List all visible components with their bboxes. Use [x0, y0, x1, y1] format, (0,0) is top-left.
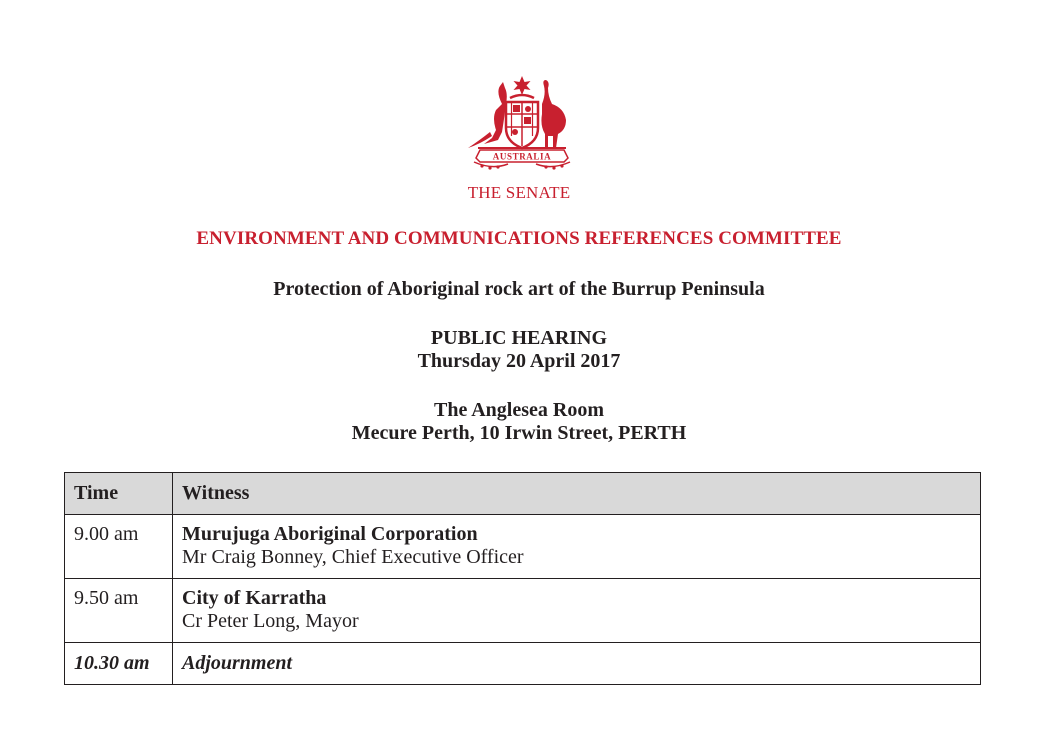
organisation-name: Murujuga Aboriginal Corporation	[182, 523, 478, 545]
inquiry-title: Protection of Aboriginal rock art of the Burrup Peninsula	[273, 278, 765, 300]
hearing-info	[0, 327, 1038, 373]
hearing-date: Thursday 20 April 2017	[417, 350, 621, 372]
witness-name: Mr Craig Bonney, Chief Executive Officer	[182, 546, 524, 568]
chamber-title: THE SENATE	[467, 183, 571, 202]
organisation-name: City of Karratha	[182, 587, 327, 609]
program-table	[64, 472, 981, 685]
column-header-time: Time	[65, 473, 173, 515]
coat-of-arms-icon	[462, 74, 582, 170]
table-row	[65, 515, 981, 579]
hearing-type: PUBLIC HEARING	[430, 327, 608, 349]
witness-name: Cr Peter Long, Mayor	[182, 610, 359, 632]
svg-text:AUSTRALIA: AUSTRALIA	[492, 151, 552, 162]
venue-address: Mecure Perth, 10 Irwin Street, PERTH	[351, 422, 687, 444]
column-header-witness: Witness	[173, 473, 981, 515]
venue-info	[0, 399, 1038, 445]
committee-title: ENVIRONMENT AND COMMUNICATIONS REFERENCES COMMITTEE	[196, 228, 842, 249]
venue-room: The Anglesea Room	[434, 399, 604, 421]
table-header-row	[65, 473, 981, 515]
time-cell: 9.50 am	[65, 579, 173, 643]
witness-cell	[173, 579, 981, 643]
witness-cell	[173, 515, 981, 579]
table-row	[65, 579, 981, 643]
adjournment-cell: Adjournment	[173, 643, 981, 685]
time-cell: 10.30 am	[65, 643, 173, 685]
time-cell: 9.00 am	[65, 515, 173, 579]
table-row-adjournment	[65, 643, 981, 685]
